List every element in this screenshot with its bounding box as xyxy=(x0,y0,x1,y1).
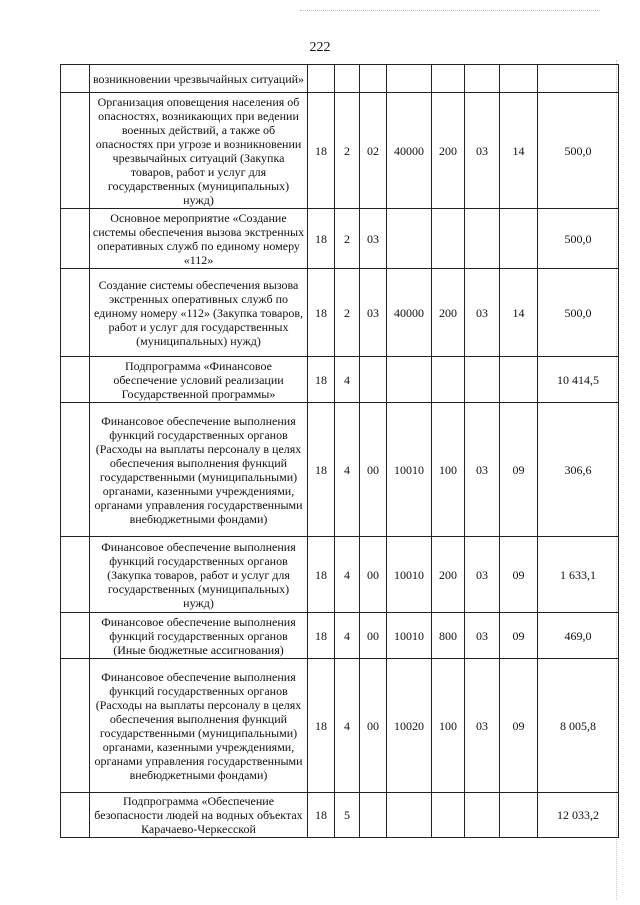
budget-table xyxy=(60,64,619,838)
row-marker-cell xyxy=(61,537,90,613)
code-vr-cell: 100 xyxy=(432,659,465,793)
code-gl-cell: 18 xyxy=(308,659,335,793)
code-vr-cell xyxy=(432,65,465,93)
amount-cell: 469,0 xyxy=(538,613,619,659)
code-sp-cell: 09 xyxy=(500,403,538,537)
code-rz-cell: 5 xyxy=(335,793,360,838)
description-cell: Финансовое обеспечение выполнения функций государственных органов (Закупка товаров, работ и услуг для государственных (муниципальных) нужд) xyxy=(90,537,308,613)
code-sp-cell: 09 xyxy=(500,659,538,793)
amount-cell: 500,0 xyxy=(538,269,619,357)
description-cell: Подпрограмма «Обеспечение безопасности людей на водных объектах Карачаево-Черкесской xyxy=(90,793,308,838)
description-cell: Создание системы обеспечения вызова экстренных оперативных служб по единому номеру «112» (Закупка товаров, работ и услуг для государственных (муниципальных) нужд) xyxy=(90,269,308,357)
code-rz-cell: 4 xyxy=(335,659,360,793)
code-vr-cell: 200 xyxy=(432,269,465,357)
code-pd-cell: 03 xyxy=(465,537,500,613)
row-marker-cell xyxy=(61,659,90,793)
code-cs-cell xyxy=(387,793,432,838)
table-row xyxy=(61,613,619,659)
code-pd-cell: 03 xyxy=(465,93,500,209)
code-vr-cell xyxy=(432,357,465,403)
code-cs-cell: 40000 xyxy=(387,93,432,209)
code-gl-cell: 18 xyxy=(308,537,335,613)
amount-cell: 8 005,8 xyxy=(538,659,619,793)
row-marker-cell xyxy=(61,209,90,269)
code-sp-cell: 14 xyxy=(500,93,538,209)
code-gl-cell: 18 xyxy=(308,269,335,357)
code-rz-cell: 2 xyxy=(335,93,360,209)
code-sp-cell xyxy=(500,65,538,93)
description-cell: Подпрограмма «Финансовое обеспечение условий реализации Государственной программы» xyxy=(90,357,308,403)
code-gl-cell: 18 xyxy=(308,93,335,209)
code-sp-cell: 14 xyxy=(500,269,538,357)
table-row xyxy=(61,537,619,613)
code-pd-cell xyxy=(465,357,500,403)
table-row xyxy=(61,403,619,537)
code-cs-cell: 10020 xyxy=(387,659,432,793)
code-pr-cell: 00 xyxy=(360,537,387,613)
description-cell: Финансовое обеспечение выполнения функций государственных органов (Расходы на выплаты персоналу в целях обеспечения выполнения функций государственными (муниципальными) органами, казенными учреждениями, органами управления государственными внебюджетными фондами) xyxy=(90,659,308,793)
code-vr-cell: 800 xyxy=(432,613,465,659)
code-vr-cell: 100 xyxy=(432,403,465,537)
table-row xyxy=(61,209,619,269)
code-pd-cell xyxy=(465,209,500,269)
code-gl-cell: 18 xyxy=(308,357,335,403)
amount-cell: 306,6 xyxy=(538,403,619,537)
code-vr-cell: 200 xyxy=(432,93,465,209)
amount-cell xyxy=(538,65,619,93)
code-sp-cell: 09 xyxy=(500,613,538,659)
row-marker-cell xyxy=(61,613,90,659)
code-pd-cell: 03 xyxy=(465,659,500,793)
code-gl-cell: 18 xyxy=(308,613,335,659)
code-cs-cell xyxy=(387,357,432,403)
code-pr-cell: 00 xyxy=(360,613,387,659)
code-pd-cell: 03 xyxy=(465,403,500,537)
code-gl-cell: 18 xyxy=(308,209,335,269)
code-sp-cell xyxy=(500,793,538,838)
code-sp-cell: 09 xyxy=(500,537,538,613)
code-gl-cell: 18 xyxy=(308,403,335,537)
code-vr-cell xyxy=(432,793,465,838)
amount-cell: 500,0 xyxy=(538,209,619,269)
row-marker-cell xyxy=(61,65,90,93)
code-pd-cell: 03 xyxy=(465,613,500,659)
code-cs-cell: 40000 xyxy=(387,269,432,357)
code-pd-cell xyxy=(465,65,500,93)
code-pd-cell xyxy=(465,793,500,838)
row-marker-cell xyxy=(61,93,90,209)
row-marker-cell xyxy=(61,403,90,537)
code-cs-cell: 10010 xyxy=(387,403,432,537)
code-vr-cell xyxy=(432,209,465,269)
row-marker-cell xyxy=(61,269,90,357)
description-cell: возникновении чрезвычайных ситуаций» xyxy=(90,65,308,93)
code-cs-cell xyxy=(387,209,432,269)
amount-cell: 12 033,2 xyxy=(538,793,619,838)
table-row xyxy=(61,793,619,838)
row-marker-cell xyxy=(61,357,90,403)
code-rz-cell xyxy=(335,65,360,93)
table-row xyxy=(61,659,619,793)
code-sp-cell xyxy=(500,357,538,403)
page-number: 222 xyxy=(309,40,331,55)
code-pr-cell: 00 xyxy=(360,659,387,793)
code-cs-cell: 10010 xyxy=(387,537,432,613)
code-cs-cell xyxy=(387,65,432,93)
code-pr-cell xyxy=(360,793,387,838)
code-gl-cell: 18 xyxy=(308,793,335,838)
table-row xyxy=(61,93,619,209)
code-pr-cell: 03 xyxy=(360,269,387,357)
description-cell: Финансовое обеспечение выполнения функций государственных органов (Иные бюджетные ассигнования) xyxy=(90,613,308,659)
description-cell: Организация оповещения населения об опасностях, возникающих при ведении военных действий, а также об опасностях при угрозе и возникновении чрезвычайных ситуаций (Закупка товаров, работ и услуг для государственных (муниципальных) нужд) xyxy=(90,93,308,209)
row-marker-cell xyxy=(61,793,90,838)
table-row xyxy=(61,269,619,357)
amount-cell: 500,0 xyxy=(538,93,619,209)
code-cs-cell: 10010 xyxy=(387,613,432,659)
code-pr-cell: 03 xyxy=(360,209,387,269)
code-pr-cell: 00 xyxy=(360,403,387,537)
code-rz-cell: 4 xyxy=(335,613,360,659)
table-row xyxy=(61,357,619,403)
description-cell: Финансовое обеспечение выполнения функций государственных органов (Расходы на выплаты персоналу в целях обеспечения выполнения функций государственными (муниципальными) органами, казенными учреждениями, органами управления государственными внебюджетными фондами) xyxy=(90,403,308,537)
code-rz-cell: 4 xyxy=(335,357,360,403)
amount-cell: 10 414,5 xyxy=(538,357,619,403)
code-pr-cell: 02 xyxy=(360,93,387,209)
code-rz-cell: 2 xyxy=(335,209,360,269)
scan-artifact-top xyxy=(300,10,600,12)
code-rz-cell: 4 xyxy=(335,403,360,537)
code-sp-cell xyxy=(500,209,538,269)
code-pr-cell xyxy=(360,65,387,93)
code-pd-cell: 03 xyxy=(465,269,500,357)
table-row xyxy=(61,65,619,93)
code-vr-cell: 200 xyxy=(432,537,465,613)
description-cell: Основное мероприятие «Создание системы обеспечения вызова экстренных оперативных служб по единому номеру «112» xyxy=(90,209,308,269)
code-rz-cell: 2 xyxy=(335,269,360,357)
code-gl-cell xyxy=(308,65,335,93)
code-rz-cell: 4 xyxy=(335,537,360,613)
code-pr-cell xyxy=(360,357,387,403)
amount-cell: 1 633,1 xyxy=(538,537,619,613)
